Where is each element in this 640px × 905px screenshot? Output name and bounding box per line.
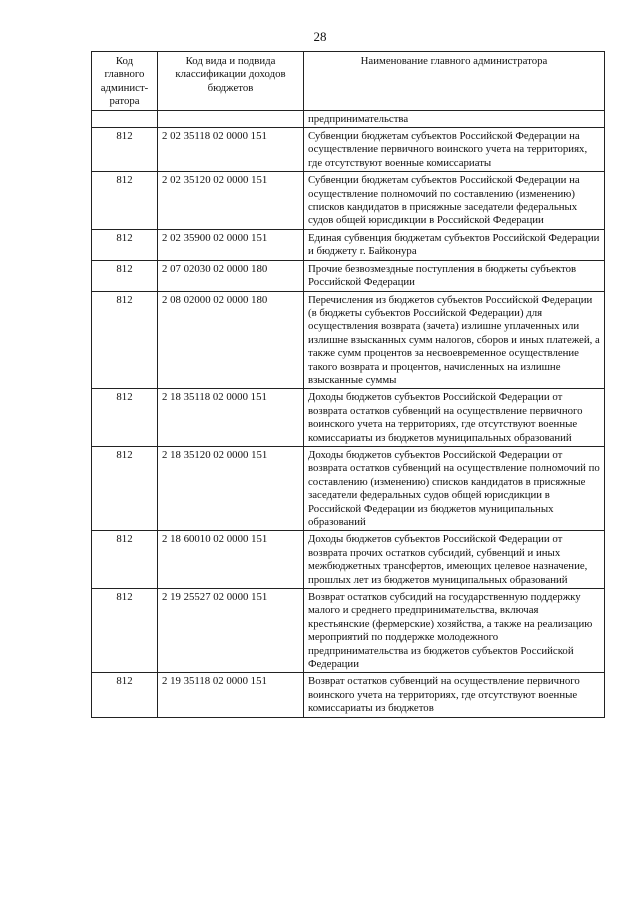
continuation-row <box>92 110 605 127</box>
table-row <box>92 128 605 172</box>
admin-name-cell: Субвенции бюджетам субъектов Российской Федерации на осуществление первичного воинского учета на территориях, где отсутствуют военные комиссариаты <box>304 128 605 172</box>
admin-code-cell: 812 <box>92 128 158 172</box>
admin-name-cell: Прочие безвозмездные поступления в бюджеты субъектов Российской Федерации <box>304 260 605 291</box>
admin-code-cell: 812 <box>92 229 158 260</box>
header-kbk <box>158 52 304 111</box>
admin-code-cell: 812 <box>92 589 158 673</box>
kbk-cell: 2 19 35118 02 0000 151 <box>158 673 304 717</box>
admin-name-cell: Доходы бюджетов субъектов Российской Федерации от возврата остатков субвенций на осуществление полномочий по составлению (изменению) списков кандидатов в присяжные заседатели федеральных судов общей юрисдикции в Российской Федерации из бюджетов муниципальных образований <box>304 446 605 530</box>
admin-name-cell: Перечисления из бюджетов субъектов Российской Федерации (в бюджеты субъектов Российской Федерации) для осуществления возврата (зачета) излишне уплаченных или излишне взысканных сумм налогов, сборов и иных платежей, а также сумм процентов за несвоевременное осуществление такого возврата и процентов, начисленных на излишне взысканные суммы <box>304 291 605 389</box>
admin-name-cell: Доходы бюджетов субъектов Российской Федерации от возврата остатков субвенций на осуществление первичного воинского учета на территориях, где отсутствуют военные комиссариаты из бюджетов муниципальных образований <box>304 389 605 447</box>
admin-name-cell: Возврат остатков субвенций на осуществление первичного воинского учета на территориях, где отсутствуют военные комиссариаты из бюджетов <box>304 673 605 717</box>
kbk-cell: 2 18 35120 02 0000 151 <box>158 446 304 530</box>
table-row <box>92 229 605 260</box>
kbk-cell: 2 02 35120 02 0000 151 <box>158 172 304 230</box>
kbk-cell: 2 02 35900 02 0000 151 <box>158 229 304 260</box>
continuation-code-cell <box>92 110 158 127</box>
admin-code-cell: 812 <box>92 291 158 389</box>
table-row <box>92 291 605 389</box>
admin-code-cell: 812 <box>92 446 158 530</box>
admin-name-cell: Доходы бюджетов субъектов Российской Федерации от возврата прочих остатков субсидий, субвенций и иных межбюджетных трансфертов, имеющих целевое назначение, прошлых лет из бюджетов муниципальных образований <box>304 531 605 589</box>
admin-name-cell: Возврат остатков субсидий на государственную поддержку малого и среднего предпринимательства, включая крестьянские (фермерские) хозяйства, а также на реализацию мероприятий по поддержке молодежного предпринимательства из бюджетов субъектов Российской Федерации <box>304 589 605 673</box>
continuation-text: предпринимательства <box>304 110 605 127</box>
continuation-kbk-cell <box>158 110 304 127</box>
admin-code-cell: 812 <box>92 172 158 230</box>
table-row <box>92 172 605 230</box>
kbk-cell: 2 18 60010 02 0000 151 <box>158 531 304 589</box>
page-number: 28 <box>313 29 327 44</box>
table-row <box>92 589 605 673</box>
header-admin-name <box>304 52 605 111</box>
admin-code-cell: 812 <box>92 531 158 589</box>
kbk-cell: 2 02 35118 02 0000 151 <box>158 128 304 172</box>
kbk-cell: 2 08 02000 02 0000 180 <box>158 291 304 389</box>
table-row <box>92 446 605 530</box>
admin-code-cell: 812 <box>92 673 158 717</box>
kbk-cell: 2 18 35118 02 0000 151 <box>158 389 304 447</box>
admin-name-cell: Субвенции бюджетам субъектов Российской Федерации на осуществление полномочий по составлению (изменению) списков кандидатов в присяжные заседатели федеральных судов общей юрисдикции в Российской Федерации <box>304 172 605 230</box>
table-row <box>92 260 605 291</box>
header-row <box>92 52 605 111</box>
admin-code-cell: 812 <box>92 389 158 447</box>
table-row <box>92 531 605 589</box>
revenue-classification-table <box>91 51 605 718</box>
kbk-cell: 2 19 25527 02 0000 151 <box>158 589 304 673</box>
admin-code-cell: 812 <box>92 260 158 291</box>
header-kbk-text: Код вида и подвида классификации доходов бюджетов <box>175 55 286 94</box>
table-row <box>92 673 605 717</box>
table-header <box>92 52 605 111</box>
kbk-cell: 2 07 02030 02 0000 180 <box>158 260 304 291</box>
table-row <box>92 389 605 447</box>
header-admin-code-text: Код главного админист-ратора <box>100 55 149 108</box>
header-admin-code <box>92 52 158 111</box>
admin-name-cell: Единая субвенция бюджетам субъектов Российской Федерации и бюджету г. Байконура <box>304 229 605 260</box>
header-admin-name-text: Наименование главного администратора <box>360 55 548 67</box>
